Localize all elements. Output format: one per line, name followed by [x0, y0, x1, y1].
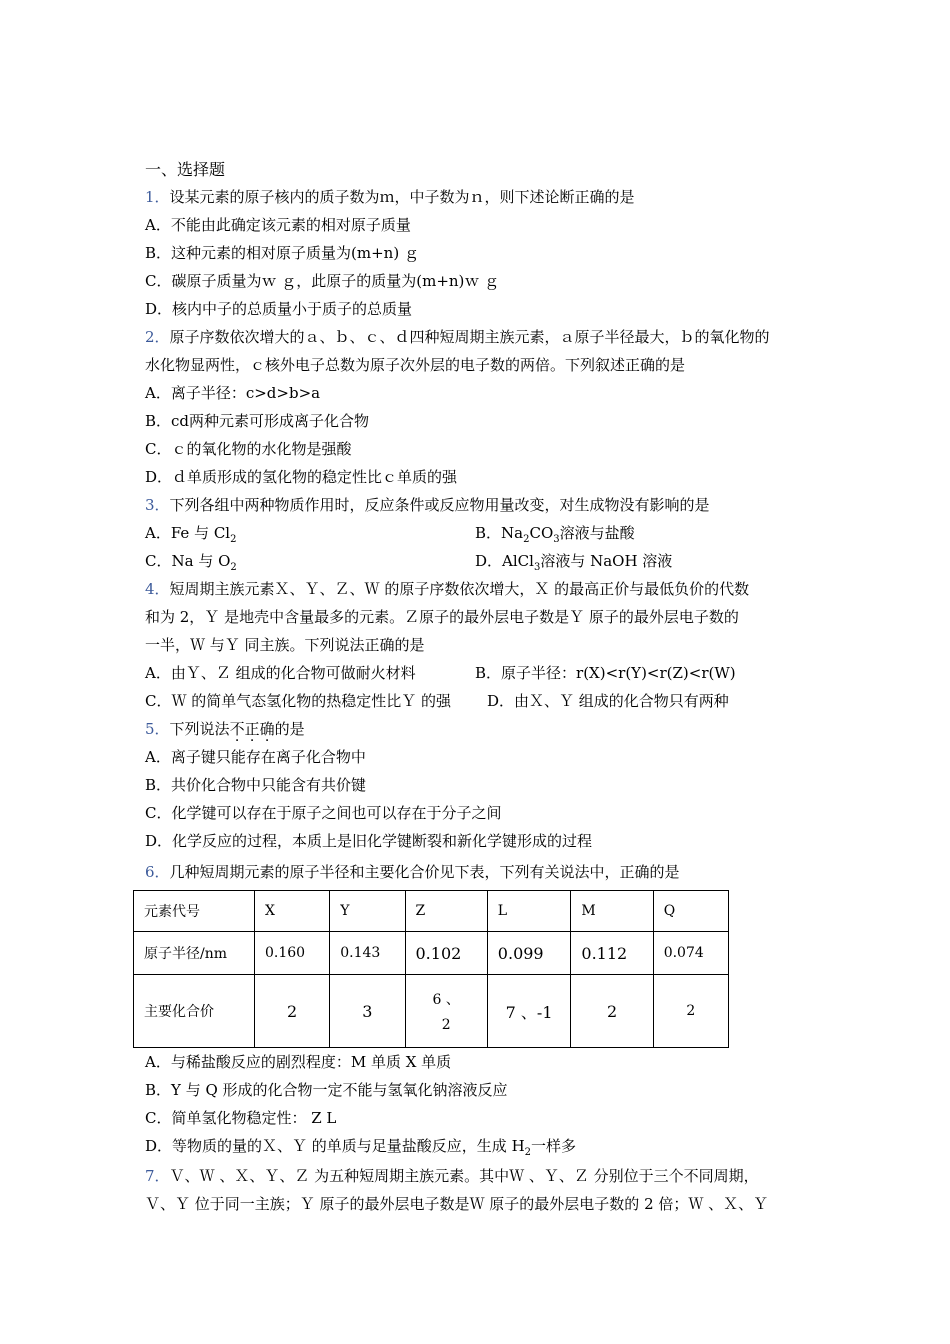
- question-5-stem: 5．下列说法不正确的是: [145, 720, 305, 738]
- table-cell: 0.160: [255, 932, 330, 975]
- q6-option-d: D．等物质的量的Ｘ、Ｙ 的单质与足量盐酸反应，生成 $H_2$一样多: [145, 1137, 577, 1158]
- table-cell: 2: [653, 975, 728, 1048]
- table-cell: 2: [571, 975, 653, 1048]
- table-cell: Q: [653, 891, 728, 932]
- emphasis-dot: 确: [259, 720, 275, 738]
- q4-option-c: C．Ｗ 的简单气态氢化物的热稳定性比Ｙ 的强: [145, 692, 452, 710]
- q4-option-b: B．原子半径：r(X)<r(Y)<r(Z)<r(W): [475, 664, 736, 682]
- emphasis-dot: 正: [244, 720, 260, 738]
- table-cell: 2: [255, 975, 330, 1048]
- question-7-stem: 7．Ｖ、Ｗ 、Ｘ、Ｙ、Ｚ 为五种短周期主族元素。其中Ｗ 、Ｙ、Ｚ 分别位于三个不同周期，: [145, 1167, 759, 1185]
- table-cell: 3: [330, 975, 405, 1048]
- question-number: 5．: [145, 720, 170, 738]
- element-data-table: [133, 890, 729, 1048]
- q1-option-b: B．这种元素的相对原子质量为(m+n) ｇ: [145, 244, 419, 262]
- table-cell: 0.143: [330, 932, 405, 975]
- table-cell: 原子半径/nm: [134, 932, 255, 975]
- table-cell: 元素代号: [134, 891, 255, 932]
- section-title: 一、选择题: [145, 160, 226, 179]
- q6-option-a: A．与稀盐酸反应的剧烈程度：M 单质 X 单质: [145, 1053, 452, 1071]
- table-cell: X: [255, 891, 330, 932]
- q3-option-c: C．Na 与 $O_2$: [145, 552, 237, 573]
- q3-option-b: B．$Na_2CO_3$溶液与盐酸: [475, 524, 635, 545]
- table-cell: Y: [330, 891, 405, 932]
- question-4-stem: 4．短周期主族元素Ｘ、Ｙ、Ｚ、Ｗ 的原子序数依次增大，Ｘ 的最高正价与最低负价的代数: [145, 580, 750, 598]
- question-4-stem-cont: 一半，Ｗ 与Ｙ 同主族。下列说法正确的是: [145, 636, 425, 654]
- q2-option-d: D．ｄ单质形成的氢化物的稳定性比ｃ单质的强: [145, 468, 458, 486]
- question-number: 1．: [145, 188, 170, 206]
- question-3-stem: 3．下列各组中两种物质作用时，反应条件或反应物用量改变，对生成物没有影响的是: [145, 496, 710, 514]
- question-number: 2．: [145, 328, 170, 346]
- question-6-stem: 6．几种短周期元素的原子半径和主要化合价见下表，下列有关说法中，正确的是: [145, 863, 680, 881]
- table-row: [134, 975, 729, 1048]
- question-4-stem-cont: 和为 2，Ｙ 是地壳中含量最多的元素。Ｚ原子的最外层电子数是Ｙ 原子的最外层电子数的: [145, 608, 739, 626]
- table-cell: 0.099: [487, 932, 571, 975]
- table-header-row: [134, 891, 729, 932]
- emphasis-dot: 不: [229, 720, 245, 738]
- q4-option-d: D．由Ｘ、Ｙ 组成的化合物只有两种: [487, 692, 729, 710]
- question-number: 6．: [145, 863, 170, 881]
- table-cell: Z: [405, 891, 487, 932]
- q5-option-d: D．化学反应的过程，本质上是旧化学键断裂和新化学键形成的过程: [145, 832, 593, 850]
- q6-option-b: B．Y 与 Q 形成的化合物一定不能与氢氧化钠溶液反应: [145, 1081, 508, 1099]
- q3-option-d: D．AlCl$_3$溶液与 NaOH 溶液: [475, 552, 673, 573]
- question-1-stem: 1．设某元素的原子核内的质子数为ｍ，中子数为ｎ，则下述论断正确的是: [145, 188, 635, 206]
- q5-option-a: A．离子键只能存在离子化合物中: [145, 748, 366, 766]
- question-number: 7．: [145, 1167, 170, 1185]
- question-number: 4．: [145, 580, 170, 598]
- q1-option-c: C．碳原子质量为ｗ ｇ，此原子的质量为(m+n)ｗ ｇ: [145, 272, 500, 290]
- q1-option-d: D．核内中子的总质量小于质子的总质量: [145, 300, 413, 318]
- table-cell: 主要化合价: [134, 975, 255, 1048]
- q6-option-c: C．简单氢化物稳定性： Z L: [145, 1109, 337, 1127]
- table-cell: 6 、 2: [405, 975, 487, 1048]
- table-cell: M: [571, 891, 653, 932]
- table-cell: 0.102: [405, 932, 487, 975]
- table-cell: 7 、-1: [487, 975, 571, 1048]
- question-number: 3．: [145, 496, 170, 514]
- question-7-stem-cont: Ｖ、Ｙ 位于同一主族；Ｙ 原子的最外层电子数是Ｗ 原子的最外层电子数的 2 倍；Ｗ 、Ｘ、Ｙ: [145, 1195, 769, 1213]
- table-cell: 0.074: [653, 932, 728, 975]
- q5-option-b: B．共价化合物中只能含有共价键: [145, 776, 367, 794]
- q1-option-a: A．不能由此确定该元素的相对原子质量: [145, 216, 411, 234]
- q4-option-a: A．由Ｙ、Ｚ 组成的化合物可做耐火材料: [145, 664, 416, 682]
- table-row: [134, 932, 729, 975]
- question-2-stem: 2．原子序数依次增大的ａ、ｂ、ｃ、ｄ四种短周期主族元素，ａ原子半径最大，ｂ的氧化物的: [145, 328, 770, 346]
- q2-option-c: C．ｃ的氧化物的水化物是强酸: [145, 440, 352, 458]
- question-2-stem-cont: 水化物显两性，ｃ核外电子总数为原子次外层的电子数的两倍。下列叙述正确的是: [145, 356, 686, 374]
- table-cell: L: [487, 891, 571, 932]
- q2-option-b: B．cd两种元素可形成离子化合物: [145, 412, 370, 430]
- q2-option-a: A．离子半径：c>d>b>a: [145, 384, 321, 402]
- q5-option-c: C．化学键可以存在于原子之间也可以存在于分子之间: [145, 804, 502, 822]
- table-cell: 0.112: [571, 932, 653, 975]
- q3-option-a: A．Fe 与 $Cl_2$: [145, 524, 237, 545]
